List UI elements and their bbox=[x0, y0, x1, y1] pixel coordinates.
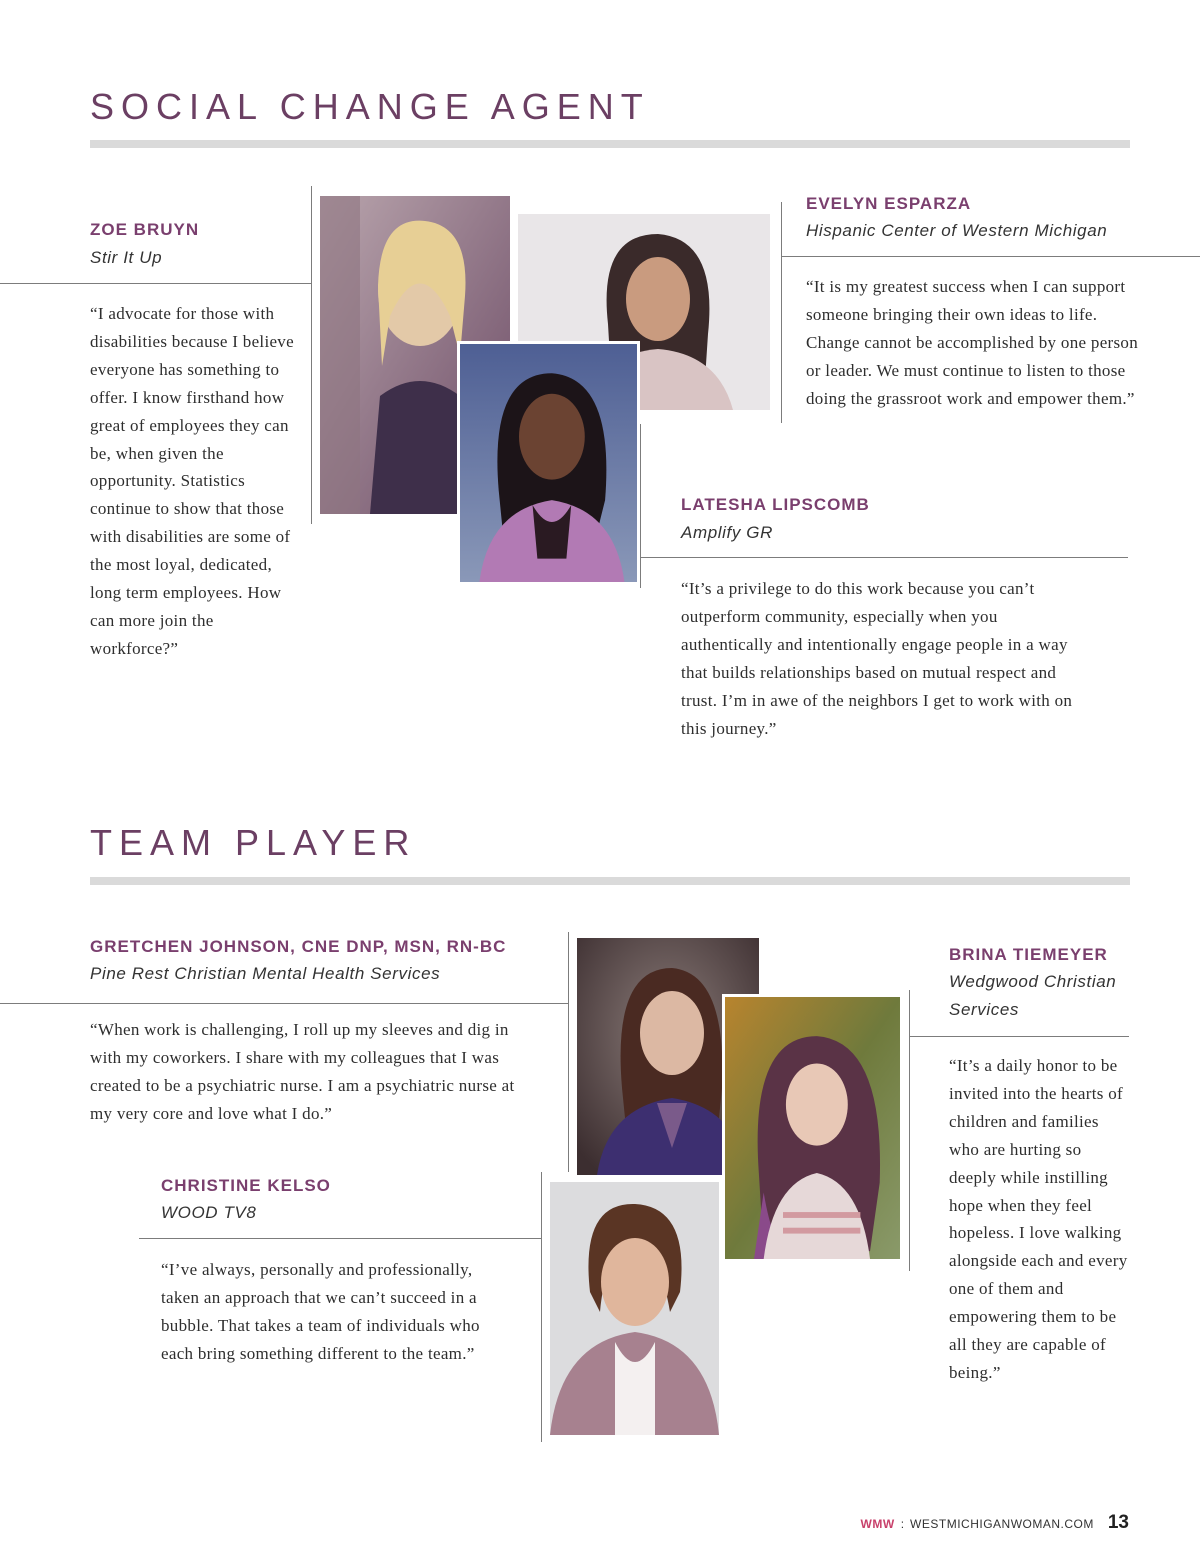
divider-line bbox=[909, 1036, 1129, 1037]
footer-site-link[interactable]: WESTMICHIGANWOMAN.COM bbox=[910, 1517, 1094, 1531]
person-quote-gretchen-johnson: “When work is challenging, I roll up my sleeves and dig in with my coworkers. I share with my colleagues that I was created to be a psychiatric nurse. I am a psychiatric nurse at my very core and love what I do.” bbox=[90, 1020, 515, 1123]
divider-line bbox=[541, 1172, 542, 1442]
footer-brand: WMW bbox=[860, 1517, 895, 1531]
divider-line bbox=[781, 256, 1200, 257]
person-quote-evelyn-esparza: “It is my greatest success when I can support someone bringing their own ideas to life. Change cannot be accomplished by one person or leader. We must continue to listen to those doing the grassroot work and empower them.” bbox=[806, 277, 1139, 408]
photo-latesha-lipscomb bbox=[457, 341, 640, 585]
person-name-brina-tiemeyer: BRINA TIEMEYER bbox=[949, 945, 1108, 964]
page-number: 13 bbox=[1107, 1512, 1129, 1533]
person-name-evelyn-esparza: EVELYN ESPARZA bbox=[806, 194, 972, 213]
person-org-latesha-lipscomb: Amplify GR bbox=[681, 523, 773, 542]
person-name-latesha-lipscomb: LATESHA LIPSCOMB bbox=[681, 495, 870, 514]
person-quote-christine-kelso: “I’ve always, personally and professionally, taken an approach that we can’t succeed in a bubble. That takes a team of individuals who each bring something different to the team.” bbox=[161, 1260, 480, 1363]
section-divider bbox=[90, 877, 1130, 885]
person-org-brina-tiemeyer: Wedgwood Christian Services bbox=[949, 972, 1117, 1019]
photo-christine-kelso bbox=[550, 1182, 719, 1435]
person-org-gretchen-johnson: Pine Rest Christian Mental Health Services bbox=[90, 964, 441, 983]
divider-line bbox=[311, 186, 312, 524]
divider-line bbox=[781, 202, 782, 423]
person-name-zoe-bruyn: ZOE BRUYN bbox=[90, 220, 200, 239]
photo-brina-tiemeyer bbox=[722, 994, 903, 1262]
person-quote-latesha-lipscomb: “It’s a privilege to do this work because you can’t outperform community, especially when you authentically and intentionally engage people in a way that builds relationships based on mutual respect and trust. I’m in awe of the neighbors I get to work with on this journey.” bbox=[681, 579, 1073, 738]
page-footer bbox=[861, 1512, 1129, 1534]
divider-line bbox=[909, 990, 910, 1271]
section-title-team-player: TEAM PLAYER bbox=[90, 822, 417, 863]
section-title-social-change-agent: SOCIAL CHANGE AGENT bbox=[90, 86, 650, 127]
divider-line bbox=[139, 1238, 541, 1239]
section-divider bbox=[90, 140, 1130, 148]
person-org-zoe-bruyn: Stir It Up bbox=[90, 248, 163, 267]
person-name-christine-kelso: CHRISTINE KELSO bbox=[161, 1176, 331, 1195]
person-org-evelyn-esparza: Hispanic Center of Western Michigan bbox=[806, 221, 1108, 240]
person-name-gretchen-johnson: GRETCHEN JOHNSON, CNE DNP, MSN, RN-BC bbox=[90, 937, 507, 956]
divider-line bbox=[568, 932, 569, 1172]
person-quote-zoe-bruyn: “I advocate for those with disabilities because I believe everyone has something to offer. I know firsthand how great of employees they can be, when given the opportunity. Statistics continue to show that those with disabilities are some of the most loyal, dedicated, long term employees. How can more join the workforce?” bbox=[90, 304, 294, 658]
person-org-christine-kelso: WOOD TV8 bbox=[161, 1203, 257, 1222]
divider-line bbox=[0, 1003, 568, 1004]
divider-line bbox=[0, 283, 311, 284]
person-quote-brina-tiemeyer: “It’s a daily honor to be invited into the hearts of children and families who are hurting so deeply while instilling hope when they feel hopeless. I love walking alongside each and every one of them and empowering them to be all they are capable of being.” bbox=[949, 1056, 1128, 1382]
footer-separator: : bbox=[900, 1517, 905, 1531]
divider-line bbox=[640, 424, 641, 588]
divider-line bbox=[640, 557, 1128, 558]
